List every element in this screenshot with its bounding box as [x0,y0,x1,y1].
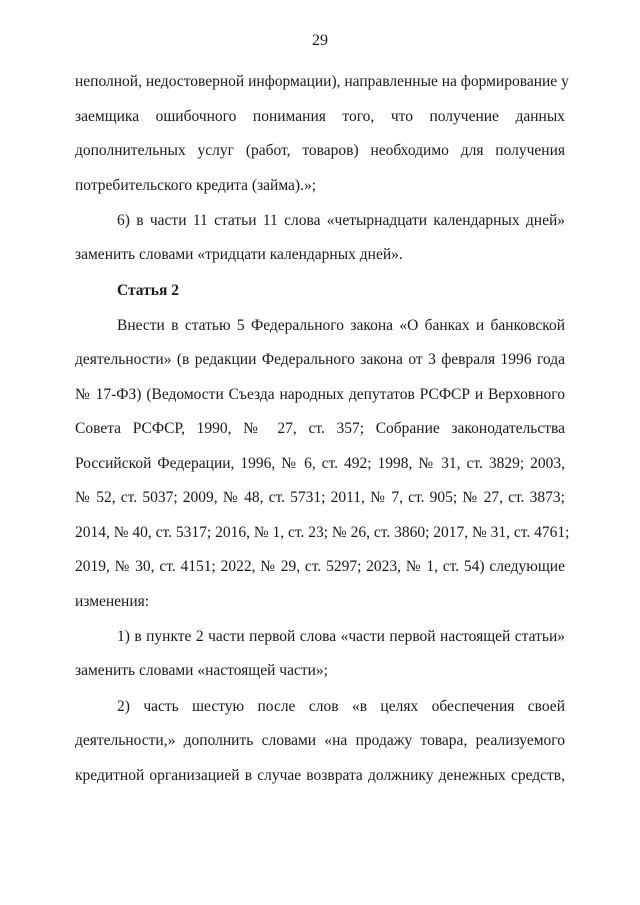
text-line: № 52, ст. 5037; 2009, № 48, ст. 5731; 2011, № 7, ст. 905; № 27, ст. 3873; [75,489,565,506]
text-line: № 17-ФЗ) (Ведомости Съезда народных депутатов РСФСР и Верховного [75,386,565,403]
text-line: деятельности,» дополнить словами «на продажу товара, реализуемого [75,732,565,749]
text-line: потребительского кредита (займа).»; [75,177,317,194]
text-line: 1) в пункте 2 части первой слова «части первой настоящей статьи» [117,628,565,645]
text-line: неполной, недостоверной информации), направленные на формирование у [75,73,569,90]
text-line: 2) часть шестую после слов «в целях обеспечения своей [117,698,565,715]
page-number: 29 [312,32,328,49]
text-line: дополнительных услуг (работ, товаров) необходимо для получения [75,142,565,159]
text-line: Российской Федерации, 1996, № 6, ст. 492; 1998, № 31, ст. 3829; 2003, [75,455,565,472]
text-line: кредитной организацией в случае возврата должнику денежных средств, [75,767,565,784]
text-line: 2014, № 40, ст. 5317; 2016, № 1, ст. 23; № 26, ст. 3860; 2017, № 31, ст. 4761; [75,524,570,541]
text-line: заменить словами «настоящей части»; [75,662,328,679]
text-line: заемщика ошибочного понимания того, что получение данных [75,108,565,125]
text-line: 2019, № 30, ст. 4151; 2022, № 29, ст. 5297; 2023, № 1, ст. 54) следующие [75,558,565,575]
text-line: Совета РСФСР, 1990, № 27, ст. 357; Собрание законодательства [75,420,565,437]
text-line: Внести в статью 5 Федерального закона «О банках и банковской [117,317,565,334]
text-line: деятельности» (в редакции Федерального закона от 3 февраля 1996 года [75,351,565,368]
text-line: изменения: [75,593,150,610]
text-line: 6) в части 11 статьи 11 слова «четырнадцати календарных дней» [117,212,565,229]
text-line: заменить словами «тридцати календарных дней». [75,246,403,263]
article-heading: Статья 2 [117,282,179,299]
